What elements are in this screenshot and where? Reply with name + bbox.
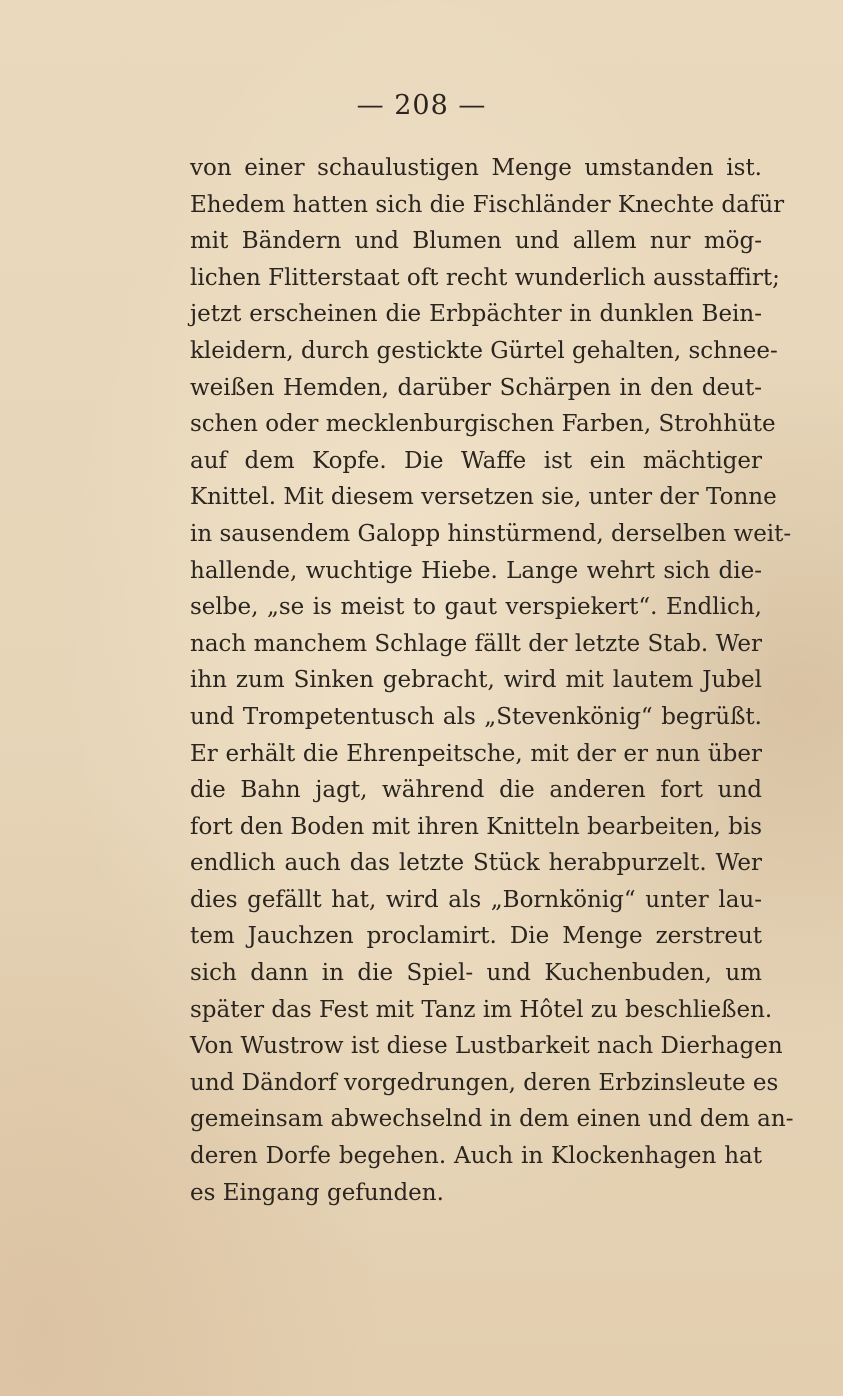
text-line: weißen Hemden, darüber Schärpen in den deut- — [190, 374, 762, 401]
text-line: später das Fest mit Tanz im Hôtel zu beschließen. — [190, 996, 773, 1023]
text-line: Knittel. Mit diesem versetzen sie, unter der Tonne — [190, 484, 777, 511]
text-line: endlich auch das letzte Stück herabpurzelt. Wer — [190, 850, 762, 877]
text-line: Von Wustrow ist diese Lustbarkeit nach Dierhagen — [190, 1033, 783, 1060]
text-line: lichen Flitterstaat oft recht wunderlich ausstaffirt; — [190, 264, 780, 291]
text-line: und Trompetentusch als „Stevenkönig“ begrüßt. — [190, 703, 762, 730]
text-line: tem Jauchzen proclamirt. Die Menge zerstreut — [190, 923, 762, 950]
text-line: hallende, wuchtige Hiebe. Lange wehrt sich die- — [190, 557, 762, 584]
text-line: von einer schaulustigen Menge umstanden ist. — [190, 155, 762, 181]
text-line: Er erhält die Ehrenpeitsche, mit der er nun über — [190, 740, 762, 767]
text-line: deren Dorfe begehen. Auch in Klockenhagen hat — [190, 1143, 762, 1170]
text-line: und Dändorf vorgedrungen, deren Erbzinsleute es — [190, 1069, 779, 1096]
text-line: Ehedem hatten sich die Fischländer Knechte dafür — [190, 191, 785, 218]
body-text — [190, 150, 794, 1211]
text-line: sich dann in die Spiel- und Kuchenbuden, um — [190, 960, 762, 987]
text-line: mit Bändern und Blumen und allem nur mög- — [190, 228, 762, 255]
text-line: auf dem Kopfe. Die Waffe ist ein mächtiger — [190, 447, 762, 474]
text-line-last: es Eingang gefunden. — [190, 1179, 444, 1206]
text-line: dies gefällt hat, wird als „Bornkönig“ unter lau- — [190, 886, 762, 913]
page-number: — 208 — — [356, 90, 487, 121]
text-line: fort den Boden mit ihren Knitteln bearbeiten, bis — [190, 813, 763, 840]
text-line: schen oder mecklenburgischen Farben, Strohhüte — [190, 411, 776, 438]
text-line: gemeinsam abwechselnd in dem einen und dem an- — [190, 1106, 794, 1133]
text-line: kleidern, durch gestickte Gürtel gehalten, schnee- — [190, 337, 778, 364]
text-line: nach manchem Schlage fällt der letzte Stab. Wer — [190, 630, 762, 657]
text-line: selbe, „se is meist to gaut verspiekert“. Endlich, — [190, 594, 762, 621]
text-line: in sausendem Galopp hinstürmend, derselben weit- — [190, 520, 792, 547]
text-line: ihn zum Sinken gebracht, wird mit lautem Jubel — [190, 667, 762, 694]
text-line: jetzt erscheinen die Erbpächter in dunklen Bein- — [190, 301, 762, 328]
text-line: die Bahn jagt, während die anderen fort und — [190, 777, 762, 804]
